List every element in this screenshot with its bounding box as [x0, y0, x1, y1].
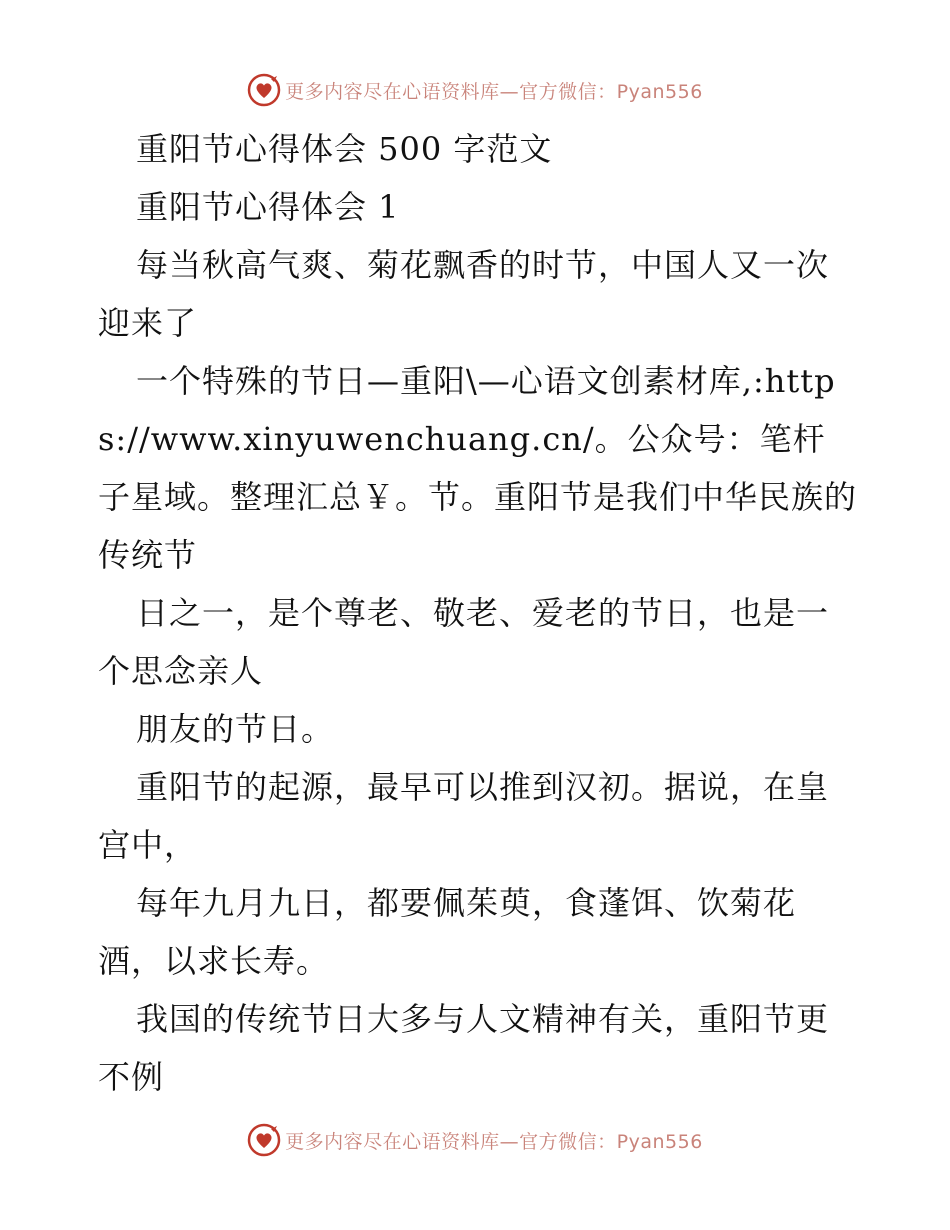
paragraph-8: 我国的传统节日大多与人文精神有关，重阳节更不例 — [98, 1000, 830, 1096]
paragraph-2: 每当秋高气爽、菊花飘香的时节，中国人又一次迎来了 — [98, 246, 830, 342]
paragraph-7: 每年九月九日，都要佩茱萸，食蓬饵、饮菊花酒，以求长寿。 — [98, 884, 797, 980]
paragraph-6: 重阳节的起源，最早可以推到汉初。据说，在皇宫中， — [98, 768, 830, 864]
document-body — [98, 120, 858, 1106]
banner-wechat-id: Pyan556 — [616, 1130, 703, 1153]
paragraph-3: 一个特殊的节日—重阳\—心语文创素材库,:https://www.xinyuwenchuang.cn/。公众号：笔杆子星域。整理汇总￥。节。重阳节是我们中华民族的传统节 — [98, 362, 858, 574]
banner-wechat-id: Pyan556 — [616, 80, 703, 103]
red-heart-seal-icon — [247, 73, 281, 107]
footer-banner — [0, 1120, 950, 1160]
red-heart-seal-icon — [247, 1123, 281, 1157]
document-title: 重阳节心得体会 500 字范文 — [136, 130, 553, 168]
banner-site-text — [285, 77, 703, 104]
paragraph-4: 日之一，是个尊老、敬老、爱老的节日，也是一个思念亲人 — [98, 594, 830, 690]
paragraph-1: 重阳节心得体会 1 — [136, 188, 400, 226]
header-banner — [0, 70, 950, 110]
banner-site-label: 更多内容尽在心语资料库—官方微信： — [285, 1130, 617, 1153]
paragraph-5: 朋友的节日。 — [136, 710, 335, 748]
banner-site-text — [285, 1127, 703, 1154]
banner-site-label: 更多内容尽在心语资料库—官方微信： — [285, 80, 617, 103]
